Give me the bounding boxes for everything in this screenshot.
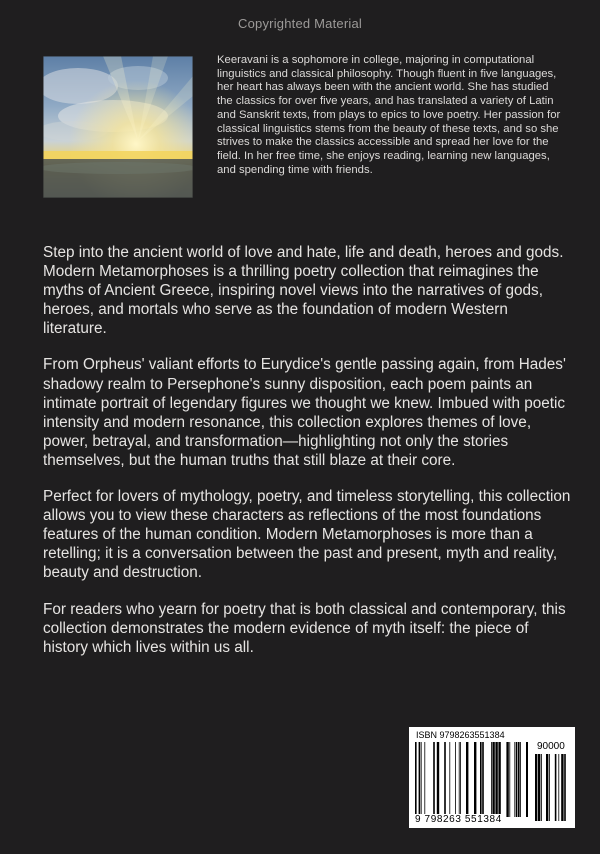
- author-photo: [43, 56, 193, 198]
- sunset-sky-painting-icon: [43, 56, 193, 198]
- description-paragraph: For readers who yearn for poetry that is both classical and contemporary, this collection demonstrates the modern evidence of myth itself: the piece of history which lives within us all.: [43, 600, 566, 656]
- description-paragraph: From Orpheus' valiant efforts to Eurydice's gentle passing again, from Hades' shadowy realm to Persephone's sunny disposition, each poem paints an intimate portrait of legendary figures we thought we knew. Imbued with poetic intensity and modern resonance, this collection explores themes of love, power, betrayal, and transformation—highlighting not only the stories themselves, but the human truths that still blaze at their core.: [43, 356, 566, 469]
- description-paragraph: Step into the ancient world of love and hate, life and death, heroes and gods. Modern Metamorphoses is a thrilling poetry collection that reimagines the myths of Ancient Greece, inspiring novel views into the narratives of gods, heroes, and mortals who serve as the foundation of modern Western literature.: [43, 244, 564, 338]
- barcode-bars-icon: [415, 742, 528, 817]
- isbn-barcode: [409, 727, 575, 828]
- description-paragraph: Perfect for lovers of mythology, poetry, and timeless storytelling, this collection allows you to view these characters as reflections of the most foundations features of the human condition. Modern Metamorphoses is more than a retelling; it is a conversation between the past and present, myth and reality, beauty and destruction.: [43, 488, 571, 582]
- copyright-watermark: Copyrighted Material: [238, 16, 362, 31]
- price-code: 90000: [537, 741, 565, 752]
- barcode-digits: 9 798263 551384: [415, 814, 502, 825]
- addon-barcode-bars-icon: [535, 754, 569, 821]
- isbn-label: ISBN 9798263551384: [416, 730, 505, 740]
- book-description: [43, 243, 573, 674]
- author-bio: Keeravani is a sophomore in college, majoring in computational linguistics and classical philosophy. Though fluent in five languages, her heart has always been with the ancient world. She has studied the classics for over five years, and has translated a variety of Latin and Sanskrit texts, from plays to epics to love poetry. Her passion for classical linguistics stems from the beauty of these texts, and so she strives to make the classics accessible and spread her love for the field. In her free time, she enjoys reading, learning new languages, and spending time with friends.: [217, 54, 561, 176]
